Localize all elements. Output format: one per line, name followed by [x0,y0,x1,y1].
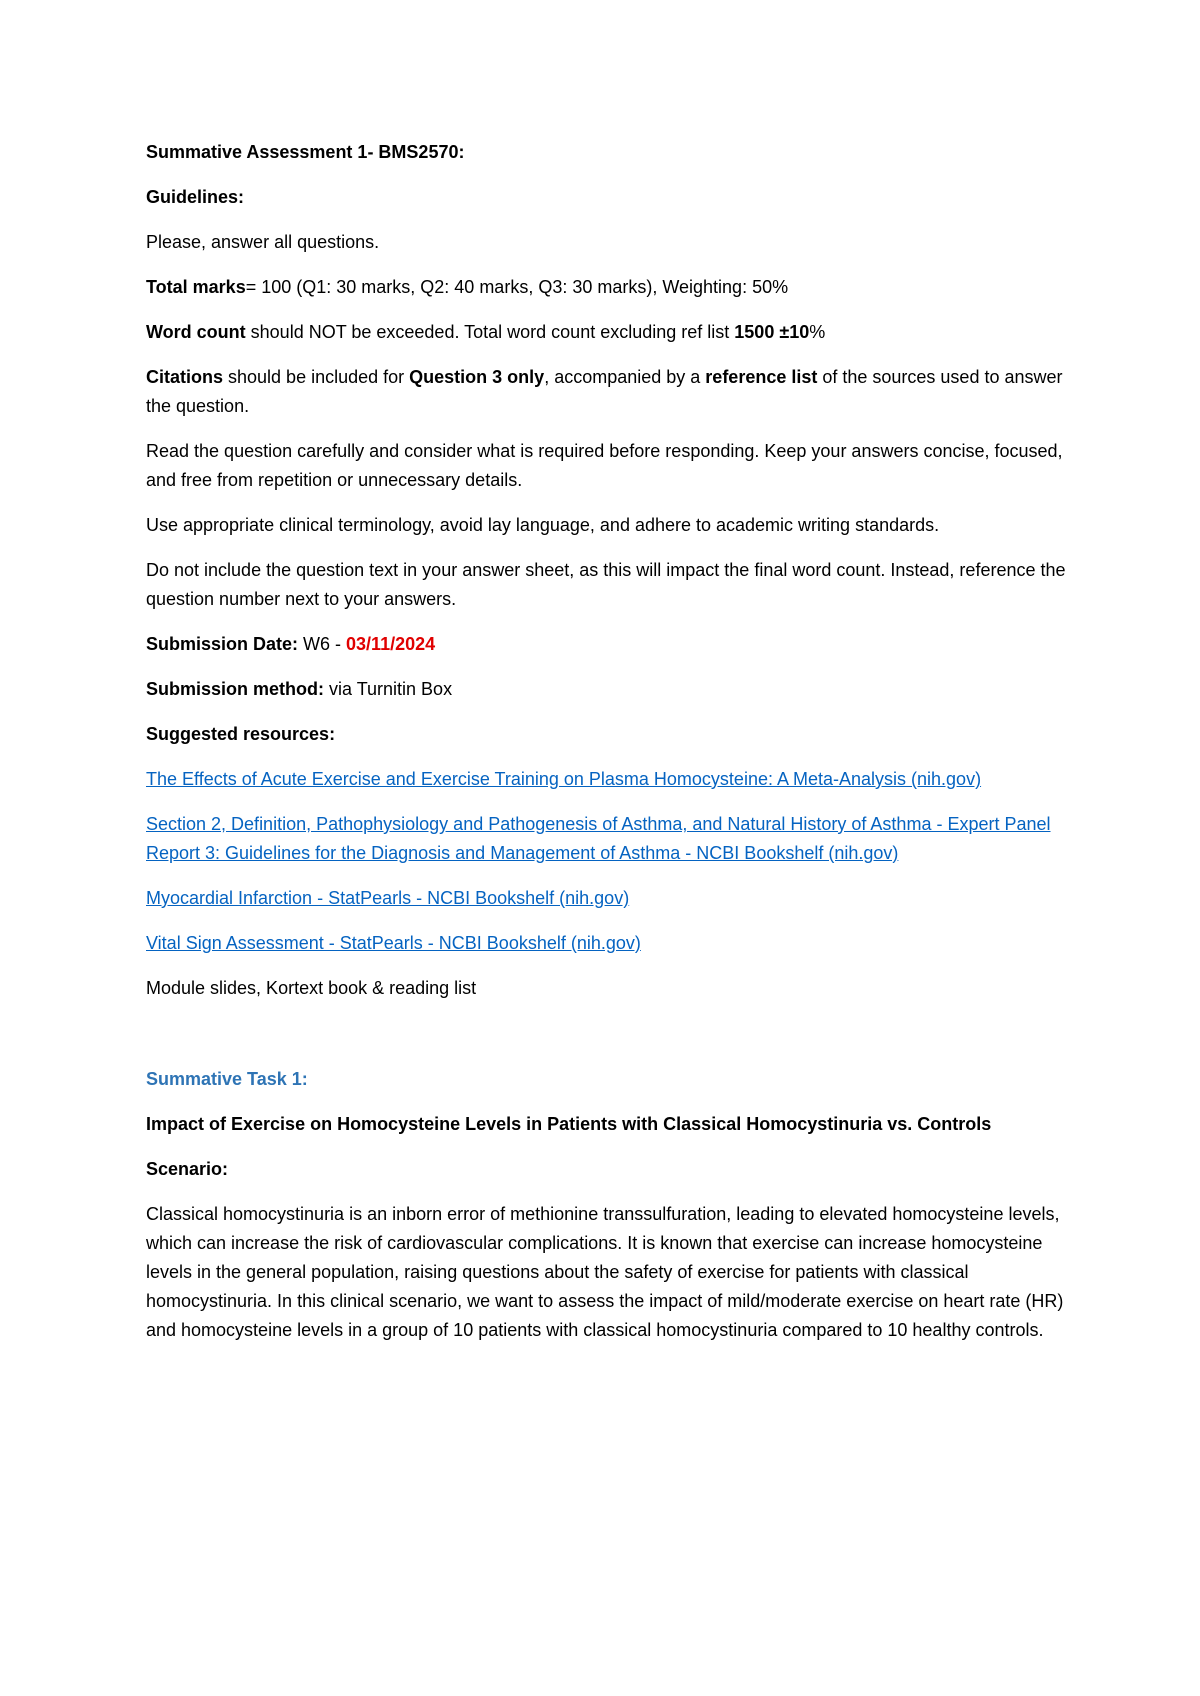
submission-method-label: Submission method: [146,679,325,699]
word-count-value: 1500 ±10 [734,322,810,342]
read-question-paragraph: Read the question carefully and consider what is required before responding. Keep your answers concise, focused, and free from repetition or unnecessary details. [146,441,1063,490]
total-marks-text: = 100 (Q1: 30 marks, Q2: 40 marks, Q3: 30 marks), Weighting: 50% [245,277,789,297]
terminology-paragraph: Use appropriate clinical terminology, avoid lay language, and adhere to academic writing standards. [146,515,940,535]
section-spacer [146,1019,1076,1065]
scenario-heading: Scenario: [146,1159,229,1179]
total-marks-label: Total marks [146,277,246,297]
submission-method-text: via Turnitin Box [324,679,453,699]
citations-paragraph [146,363,1076,421]
word-count-label: Word count [146,322,246,342]
submission-date-value: 03/11/2024 [346,634,436,654]
task-heading: Summative Task 1: [146,1069,308,1089]
citations-text-2: , accompanied by a [544,367,706,387]
word-count-text: should NOT be exceeded. Total word count excluding ref list [245,322,735,342]
intro-text: Please, answer all questions. [146,232,380,252]
submission-date-label: Submission Date: [146,634,299,654]
citations-text-1: should be included for [223,367,410,387]
scenario-text: Classical homocystinuria is an inborn error of methionine transsulfuration, leading to elevated homocysteine levels, which can increase the risk of cardiovascular complications. It is known that exercise can increase homocysteine levels in the general population, raising questions about the safety of exercise for patients with classical homocystinuria. In this clinical scenario, we want to assess the impact of mild/moderate exercise on heart rate (HR) and homocysteine levels in a group of 10 patients with classical homocystinuria compared to 10 healthy controls. [146,1204,1064,1340]
citations-question-3: Question 3 only [409,367,545,387]
word-count-suffix: % [809,322,826,342]
document-title: Summative Assessment 1- BMS2570: [146,142,465,162]
resource-link-vital-signs[interactable]: Vital Sign Assessment - StatPearls - NCBI Bookshelf (nih.gov) [146,933,641,953]
question-text-paragraph: Do not include the question text in your answer sheet, as this will impact the final word count. Instead, reference the question number next to your answers. [146,560,1066,609]
total-marks-line [146,273,1076,302]
guidelines-heading: Guidelines: [146,187,245,207]
citations-text-3: of the sources used to answer the question. [146,367,1063,416]
submission-date-line [146,630,1076,659]
resource-link-asthma[interactable]: Section 2, Definition, Pathophysiology and Pathogenesis of Asthma, and Natural History of Asthma - Expert Panel Report 3: Guidelines for the Diagnosis and Management of Asthma - NCBI Bookshelf (nih.gov) [146,814,1051,863]
submission-date-prefix: W6 - [298,634,347,654]
other-resources: Module slides, Kortext book & reading list [146,978,477,998]
resource-link-myocardial-infarction[interactable]: Myocardial Infarction - StatPearls - NCBI Bookshelf (nih.gov) [146,888,630,908]
word-count-line [146,318,1076,347]
resources-heading: Suggested resources: [146,724,336,744]
resource-link-homocysteine[interactable]: The Effects of Acute Exercise and Exercise Training on Plasma Homocysteine: A Meta-Analysis (nih.gov) [146,769,982,789]
citations-reference-list: reference list [705,367,818,387]
submission-method-line [146,675,1076,704]
citations-label: Citations [146,367,224,387]
task-title: Impact of Exercise on Homocysteine Levels in Patients with Classical Homocystinuria vs. Controls [146,1114,992,1134]
document-body [146,138,1076,1361]
